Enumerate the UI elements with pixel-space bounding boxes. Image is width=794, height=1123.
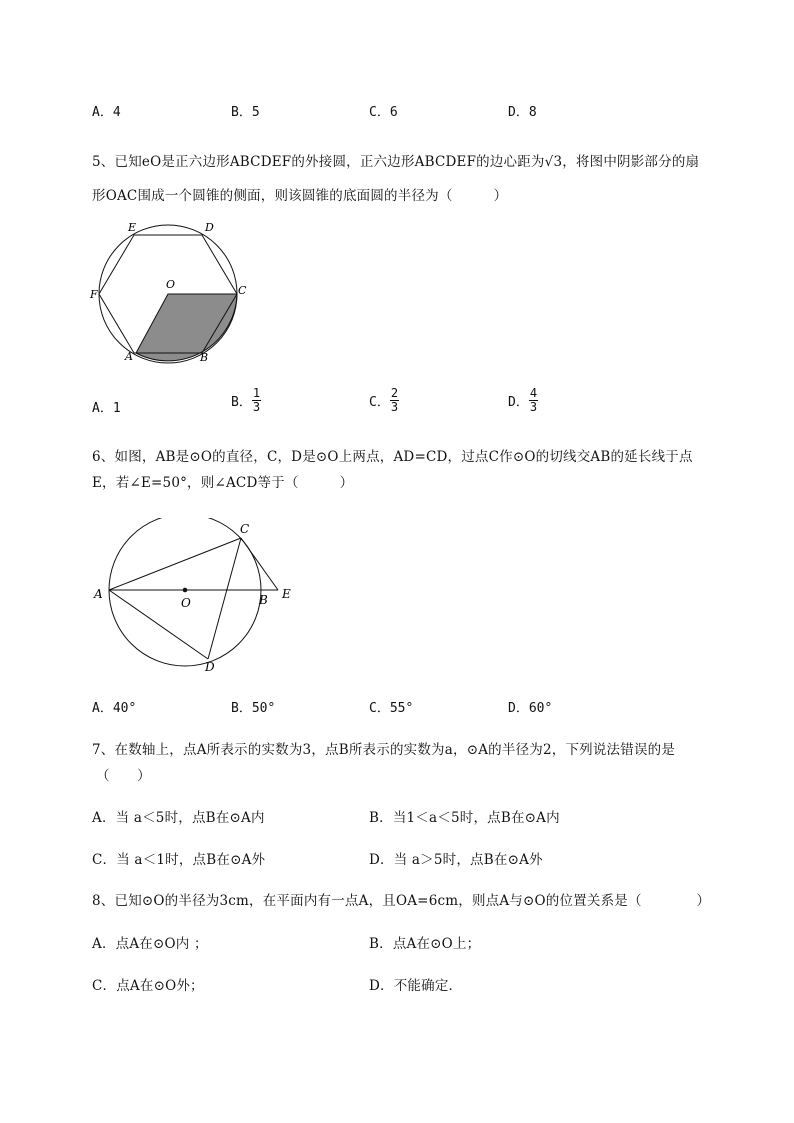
label-d: D	[205, 660, 215, 674]
q5-option-d: D． $\frac{4}{3}$	[508, 386, 538, 415]
q6-option-b: B．50°	[231, 701, 276, 716]
label-b: B	[200, 351, 209, 364]
segment-ac	[109, 538, 241, 590]
label-e: E	[128, 221, 137, 234]
q6-option-c: C．55°	[369, 701, 414, 716]
label-c: C	[240, 522, 250, 536]
q5-option-b: B． $\frac{1}{3}$	[231, 386, 261, 415]
q7-text-line1: 7、在数轴上，点A所表示的实数为3，点B所表示的实数为a，⊙A的半径为2，下列说法错误的是	[92, 742, 676, 758]
tangent-ce	[241, 538, 278, 590]
q5-text-line2: 形OAC围成一个圆锥的侧面，则该圆锥的底面圆的半径为（ ）	[92, 188, 508, 204]
q7-text-line2: （ ）	[96, 768, 151, 784]
label-e: E	[282, 587, 291, 601]
q8-option-b: B．点A在⊙O上；	[369, 936, 481, 952]
label-f: F	[90, 288, 98, 301]
q5-option-a: A．1	[92, 401, 121, 416]
fraction-c: $\frac{2}{3}$	[390, 386, 399, 415]
label-d: D	[205, 221, 214, 234]
segment-ad	[109, 590, 208, 659]
q5-text-line1: 5、已知eO是正六边形ABCDEF的外接圆，正六边形ABCDEF的边心距为√3，将图中阴影部分的扇	[92, 154, 700, 170]
q4-option-c: C．6	[369, 105, 398, 120]
label-o: O	[181, 596, 191, 610]
q8-option-c: C．点A在⊙O外；	[92, 978, 204, 994]
q6-option-a: A．40°	[92, 701, 137, 716]
segment-cd	[208, 538, 241, 659]
hexagon-circle-figure	[88, 218, 258, 368]
q5-option-c: C． $\frac{2}{3}$	[369, 386, 399, 415]
label-c: C	[238, 284, 247, 297]
q7-option-a: A．当 a＜5时，点B在⊙A内	[92, 810, 265, 826]
circle-tangent-figure	[88, 518, 298, 678]
q8-option-d: D．不能确定．	[369, 978, 463, 994]
label-b: B	[259, 593, 268, 607]
center-dot	[183, 588, 188, 593]
q6-text-line1: 6、如图，AB是⊙O的直径，C，D是⊙O上两点，AD=CD，过点C作⊙O的切线交AB的延长线于点	[92, 449, 693, 465]
q4-option-d: D．8	[508, 105, 537, 120]
fraction-d: $\frac{4}{3}$	[529, 386, 538, 415]
fraction-b: $\frac{1}{3}$	[252, 386, 261, 415]
q6-text-line2: E，若∠E=50°，则∠ACD等于（ ）	[92, 475, 354, 491]
q4-option-a: A．4	[92, 105, 121, 120]
shaded-sector	[136, 294, 237, 361]
label-a: A	[125, 350, 133, 363]
q7-option-c: C．当 a＜1时，点B在⊙A外	[92, 852, 266, 868]
q8-text-line1: 8、已知⊙O的半径为3cm，在平面内有一点A，且OA=6cm，则点A与⊙O的位置关系是（ ）	[92, 893, 711, 909]
q6-option-d: D．60°	[508, 701, 553, 716]
q7-option-d: D．当 a＞5时，点B在⊙A外	[369, 852, 543, 868]
q7-option-b: B．当1＜a＜5时，点B在⊙A内	[369, 810, 560, 826]
q8-option-a: A．点A在⊙O内 ；	[92, 936, 208, 952]
label-a: A	[94, 587, 103, 601]
label-o: O	[166, 278, 176, 291]
q4-option-b: B．5	[231, 105, 260, 120]
